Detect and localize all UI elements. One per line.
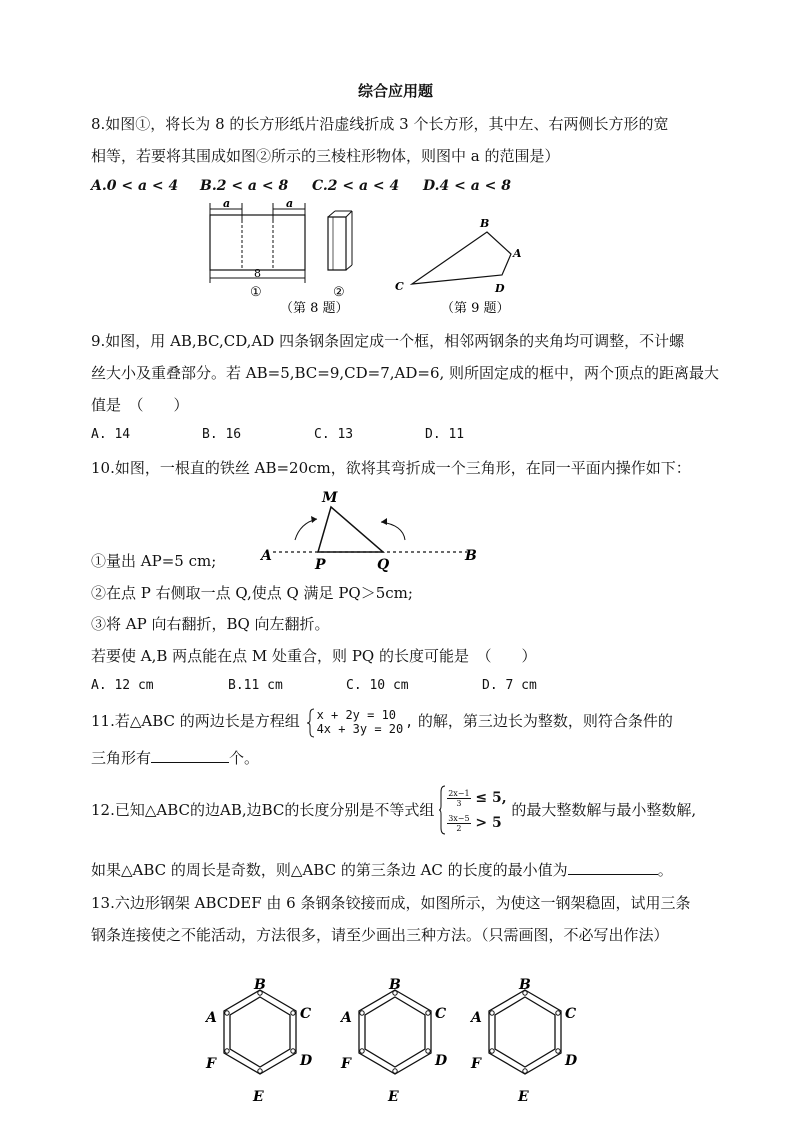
svg-text:F: F: [471, 1056, 481, 1072]
q10-line1: 10.如图，一根直的铁丝 AB=20cm，欲将其弯折成一个三角形，在同一平面内操作如下：: [91, 459, 691, 477]
q10-step3: ③将 AP 向右翻折，BQ 向左翻折。: [91, 615, 330, 633]
fig8-label-a-right: a: [286, 197, 294, 210]
q9-option-d: D. 11: [425, 427, 465, 442]
fig10-label-a: A: [261, 548, 272, 564]
hexagon-2[interactable]: [339, 977, 448, 1105]
figure-13-hexagons: [200, 975, 600, 1110]
hexagon-1[interactable]: [204, 977, 313, 1105]
q11-suffix: 的解，第三边长为整数，则符合条件的: [417, 712, 673, 730]
q11-line2-suffix: 个。: [229, 749, 260, 767]
svg-text:B: B: [254, 977, 266, 993]
fig8-caption-1: ①: [250, 285, 262, 300]
q12-line2-suffix: 。: [657, 861, 673, 879]
q12-fraction-2: $\frac{3x-5}{2}$: [448, 813, 470, 833]
fig9-label-c: C: [395, 280, 404, 293]
fig8-caption-2: ②: [333, 285, 345, 300]
fig8-prism: [328, 211, 352, 300]
q13-line1: 13.六边形钢架 ABCDEF 由 6 条钢条铰接而成，如图所示，为使这一钢架稳固，试用三条: [91, 894, 691, 912]
q8-option-c: C.2 < a < 4: [312, 178, 400, 194]
q10-step1: ①量出 AP=5 cm;: [91, 552, 217, 570]
q10-step2: ②在点 P 右侧取一点 Q,使点 Q 满足 PQ＞5cm;: [91, 584, 413, 602]
q11-eq2: 4x + 3y = 20: [316, 722, 404, 736]
q10-option-b: B.11 cm: [228, 678, 283, 693]
fig10-label-m: M: [322, 490, 338, 506]
section-title: 综合应用题: [358, 82, 434, 100]
q9-line3: 值是 （ ）: [91, 396, 189, 414]
q11-brace-icon: [307, 708, 315, 738]
svg-text:D: D: [300, 1053, 313, 1069]
fig9-quadrilateral: [395, 217, 522, 295]
fig10-label-p: P: [315, 557, 326, 573]
svg-text:C: C: [565, 1006, 577, 1022]
q8-line1: 8.如图①，将长为 8 的长方形纸片沿虚线折成 3 个长方形，其中左、右两侧长方形的宽: [91, 115, 669, 133]
fig10-label-q: Q: [377, 557, 390, 573]
svg-text:F: F: [341, 1056, 351, 1072]
q12-line2: [91, 860, 673, 880]
svg-text:A: A: [341, 1010, 352, 1026]
q8-option-a: A.0 < a < 4: [91, 178, 179, 194]
svg-text:A: A: [471, 1010, 482, 1026]
q11-equation-system: [307, 708, 404, 736]
q9-line2: 丝大小及重叠部分。若 AB=5,BC=9,CD=7,AD=6, 则所固定成的框中，两个顶点的距离最大: [91, 364, 720, 382]
fig10-label-b: B: [465, 548, 477, 564]
q12-brace-icon: [439, 785, 446, 835]
q12-suffix: 的最大整数解与最小整数解,: [511, 801, 697, 819]
q11-answer-blank[interactable]: [151, 762, 229, 763]
fig8-label-a-left: a: [223, 197, 231, 210]
q10-option-c: C. 10 cm: [346, 678, 409, 693]
q11-line2: [91, 748, 259, 768]
fig9-label-d: D: [495, 282, 505, 295]
q11-line1: 11.若△ABC 的两边长是方程组 x + 2y = 10 4x + 3y = 20 , 的解，第三边长为整数，则符合条件的: [91, 708, 673, 736]
q9-option-b: B. 16: [202, 427, 242, 442]
q12-line2-prefix: 如果△ABC 的周长是奇数，则△ABC 的第三条边 AC 的长度的最小值为: [91, 861, 568, 879]
q10-option-d: D. 7 cm: [482, 678, 537, 693]
q8-option-b: B.2 < a < 8: [200, 178, 289, 194]
q11-prefix: 11.若△ABC 的两边长是方程组: [91, 712, 300, 730]
q10-option-a: A. 12 cm: [91, 678, 154, 693]
q11-line2-prefix: 三角形有: [91, 749, 152, 767]
q12-answer-blank[interactable]: [568, 874, 658, 875]
fig8-rectangle: [210, 197, 305, 300]
q12-fraction-1: $\frac{2x-1}{3}$: [448, 788, 470, 808]
fig8-label-8: 8: [254, 267, 261, 280]
q12-line1: [91, 785, 696, 835]
svg-text:E: E: [388, 1089, 399, 1105]
fig8-caption: （第 8 题）: [280, 301, 349, 316]
svg-text:E: E: [518, 1089, 529, 1105]
svg-text:B: B: [519, 977, 531, 993]
svg-text:D: D: [435, 1053, 448, 1069]
svg-text:C: C: [300, 1006, 312, 1022]
q9-option-a: A. 14: [91, 427, 131, 442]
figure-10: [255, 485, 485, 575]
fig9-label-a: A: [513, 247, 522, 260]
svg-text:B: B: [389, 977, 401, 993]
svg-text:A: A: [206, 1010, 217, 1026]
q9-option-c: C. 13: [314, 427, 354, 442]
q13-line2: 钢条连接使之不能活动，方法很多，请至少画出三种方法。（只需画图，不必写出作法）: [91, 926, 669, 944]
q8-line2: 相等，若要将其围成如图②所示的三棱柱形物体，则图中 a 的范围是）: [91, 147, 560, 165]
q11-eq1: x + 2y = 10: [316, 708, 397, 722]
svg-text:E: E: [253, 1089, 264, 1105]
figure-8-9: [195, 195, 555, 320]
q10-question: 若要使 A,B 两点能在点 M 处重合，则 PQ 的长度可能是 （ ）: [91, 647, 537, 665]
fig9-label-b: B: [480, 217, 490, 230]
q12-prefix: 12.已知△ABC的边AB,边BC的长度分别是不等式组: [91, 801, 435, 819]
fig9-caption: （第 9 题）: [441, 301, 510, 316]
svg-text:F: F: [206, 1056, 216, 1072]
q8-option-d: D.4 < a < 8: [423, 178, 512, 194]
svg-text:C: C: [435, 1006, 447, 1022]
q12-inequality-system: $\frac{2x-1}{3}$ ≤ 5, $\frac{3x-5}{2}$ > 5: [439, 785, 506, 835]
q9-line1: 9.如图，用 AB,BC,CD,AD 四条钢条固定成一个框，相邻两钢条的夹角均可调整，不计螺: [91, 332, 685, 350]
hexagon-3[interactable]: [469, 977, 578, 1105]
svg-text:D: D: [565, 1053, 578, 1069]
